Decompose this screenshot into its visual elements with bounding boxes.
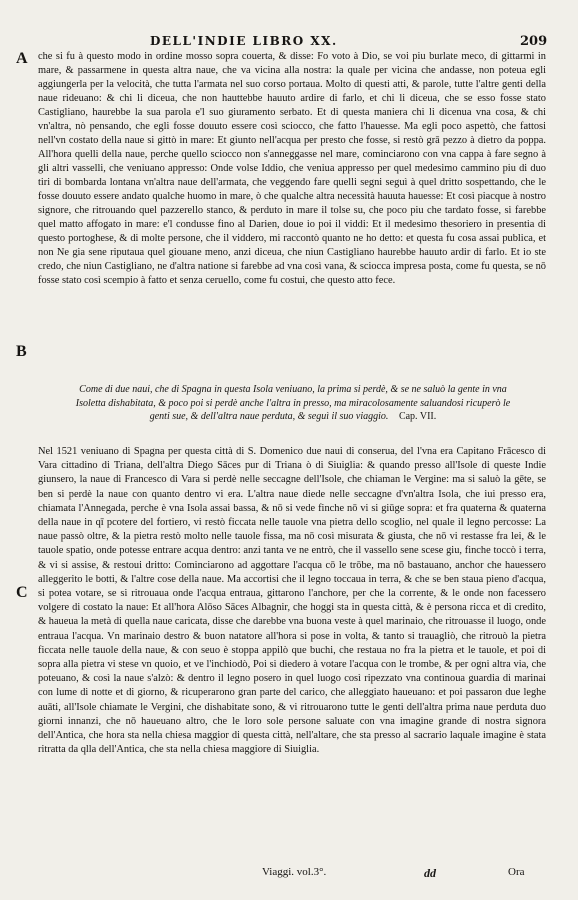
gathering-mark: dd: [424, 866, 436, 880]
text-block-1: [38, 50, 546, 288]
paragraph-2: Nel 1521 veniuano di Spagna per questa città di S. Domenico due naui di conserua, del l'vna era Capitano Frācesco di Vara cittadino di Triana, dell'altra Diego Sāces pur di Triana ò di Siuiglia: & quando presso all'Isole di queste Indie giunsero, la naue di Francesco di Vara si perdè nelle seccagne dell'Isole, che chiaman le Vergine: ma si saluò la gēte, se ben si perdè la naue con quanto dentro vi era. L'altra naue diede nelle seccagne d'vn'altra Isola, che iui presso era, chiamata l'Annegada, perche è vna Isola assai bassa, & nō si vede finche nō vi si giūge sopra: et fra quaterna & quaterna della naue in qī pcotere del fortiero, vi restò ficcata nelle tauole vna pietra dello scoglio, nel quale il legno percosse: La naue passò oltre, & la pietra restò molto nelle tauole fissa, ma nō così misurata & giusta, che nō vi restasse fra lei, & le tauole spatio, onde potesse entrare acqua dentro: anzi tanta ve ne entrò, che il vassello sene scese giu, finche toccò i terra, & vi si assise, & restoui dritto: Cominciarono ad aggottare l'acqua cō le trōbe, ma nō bastauano, anchor che hauessero alleggerito le botti, & l'altre cose della naue. Ma accortisi che il legno toccaua in terra, & che se ben staua pieno d'acqua, si potea votare, se si ritrouaua onde l'acqua entraua, gittarono l'anchore, per che la corrente, & le onde non facessero volgere di costato la naue: Et all'hora Alōso Sāces Albagnir, che hoggi sta in questa città, & è persona ricca et di credito, & haueua la metà di quella naue caricata, disse che darebbe vna buona veste à quel marinaio, che ritrouasse il luogo, onde entraua l'acqua. Vn marinaio destro & buon natatore all'hora si pose in volta, & tanto si trauagliò, che ritrouò la pietra ficcata nelle tauole della naue, & con seuo è stoppa appilò que buchi, che restaua no fra la pietra et le tauole, et poi di sopra alla pietra vi stese vn quoio, et ve l'inchiodò, Poi si diedero à votare l'acqua con le trombe, & per ogni altra via, che poteuano, & così la naue s'alzò: & dentro il legno posero in quel luogo così ripezzato vna continoua guardia di marinai con lume di notte et di giorno, & ricuperarono gran parte del carico, che alleggiato haueuano: et poi passaron due leghe auāti, all'Isole chiamate le Vergini, che dishabitate sono, & vi ritrouarono tutte le genti dell'altra prima naue perduta duo giorni innanzi, che nō haueuano altro, che le loro sole persone saluate con vna imagine grande di nostra signora dell'Antica, che hora sta nella chiesa maggior di questa città, nell'altare, che sta presso al sacrario laquale imagine è stata ritratta da qlla dell'Antica, che sta nella chiesa maggiore di Siuiglia.: [38, 446, 546, 756]
paragraph-1: che si fu à questo modo in ordine mosso sopra couerta, & disse: Fo voto à Dio, se voi piu burlate meco, di gittarmi in mare, & passarmene in questa altra naue, che va vicina alla nostra: la quale per vicina che andasse, non poteua egli aggiungerla per la velocità, che tutta l'armata nel suo corso portaua. Molto di questi atti, & parole, tutte l'altre genti della naue rideuano: & chi li diceua, che non hauttebbe hauuto ardire di farlo, et chi li diceua, che se esso fosse stato Castigliano, haurebbe la sua parola e'l suo giuramento serbato. Et di questa maniera chi li dicenua vna cosa, & chi vn'altra, nò pensando, che egli fosse douuto essere così sciocco, che fatto l'hauesse. Ma egli poco aspettò, che fattosi nell'vn costato della naue si gittò in mare: Et giunto nell'acqua per presto che fosse, si restò grā pezzo à dietro da poppa. All'hora quelli della naue, perche quello sciocco non s'anneggasse nel mare, cominciarono con vna cappa à fare segno à gli altri vasselli, che veniuano appresso: Onde volse Iddio, che veniua appresso per quel medesimo cammino piu di duo tiri di bombarda lontana vn'altra naue dell'armata, che veggendo fare quelli segni seguì à quel dritto sospettando, che le fosse douuto essere andato qualche huomo in mare, ò che qualche altra necessità hauuta hauesse: Et così piacque à nostro signore, che ritrouando quel pazzerello stanco, & perduto in mare il tolse su, che poco piu che tardato fosse, si farebbe quel matto affogato in mare: e'l condusse fino al Darien, doue io poi il viddi: Et il medesimo thesoriero in presentia di questo portoghese, & di molte persone, che il viddero, mi raccontò quanto ne ho detto: et questa fu cosa assai publica, et non Ne gia sene riputaua quel giouane meno, anzi diceua, che niun Castigliano haurebbe hauuto ardir di farlo. Et io ste credo, che niun Castigliano, ne d'altra natione si farebbe ad vna così vana, & sciocca impresa posta, come fu questa, se nō fosse stato così scempio à fatto et senza ceruello, come fu costui, che questo atto fece.: [38, 51, 546, 286]
margin-letter-b: B: [16, 343, 27, 360]
chapter-summary: Come di due naui, che di Spagna in questa Isola veniuano, la prima si perdè, & se ne saluò la gente in vna Isoletta dishabitata, & poco poi si perdè anche l'altra in presso, ma miracolosamente saluandosi ricuperò le genti sue, & dell'altra naue perduta, & seguì il suo viaggio.: [75, 384, 511, 422]
running-title: DELL'INDIE LIBRO XX.: [150, 34, 338, 48]
margin-letter-c: C: [16, 584, 28, 601]
footer-signature: Viaggi. vol.3°.: [262, 866, 327, 878]
catchword: Ora: [508, 866, 525, 878]
margin-letter-a: A: [16, 50, 28, 67]
chapter-summary-block: [68, 383, 518, 424]
page-number: 209: [520, 34, 548, 49]
chapter-label: Cap. VII.: [398, 411, 437, 422]
text-block-2: [38, 445, 546, 757]
